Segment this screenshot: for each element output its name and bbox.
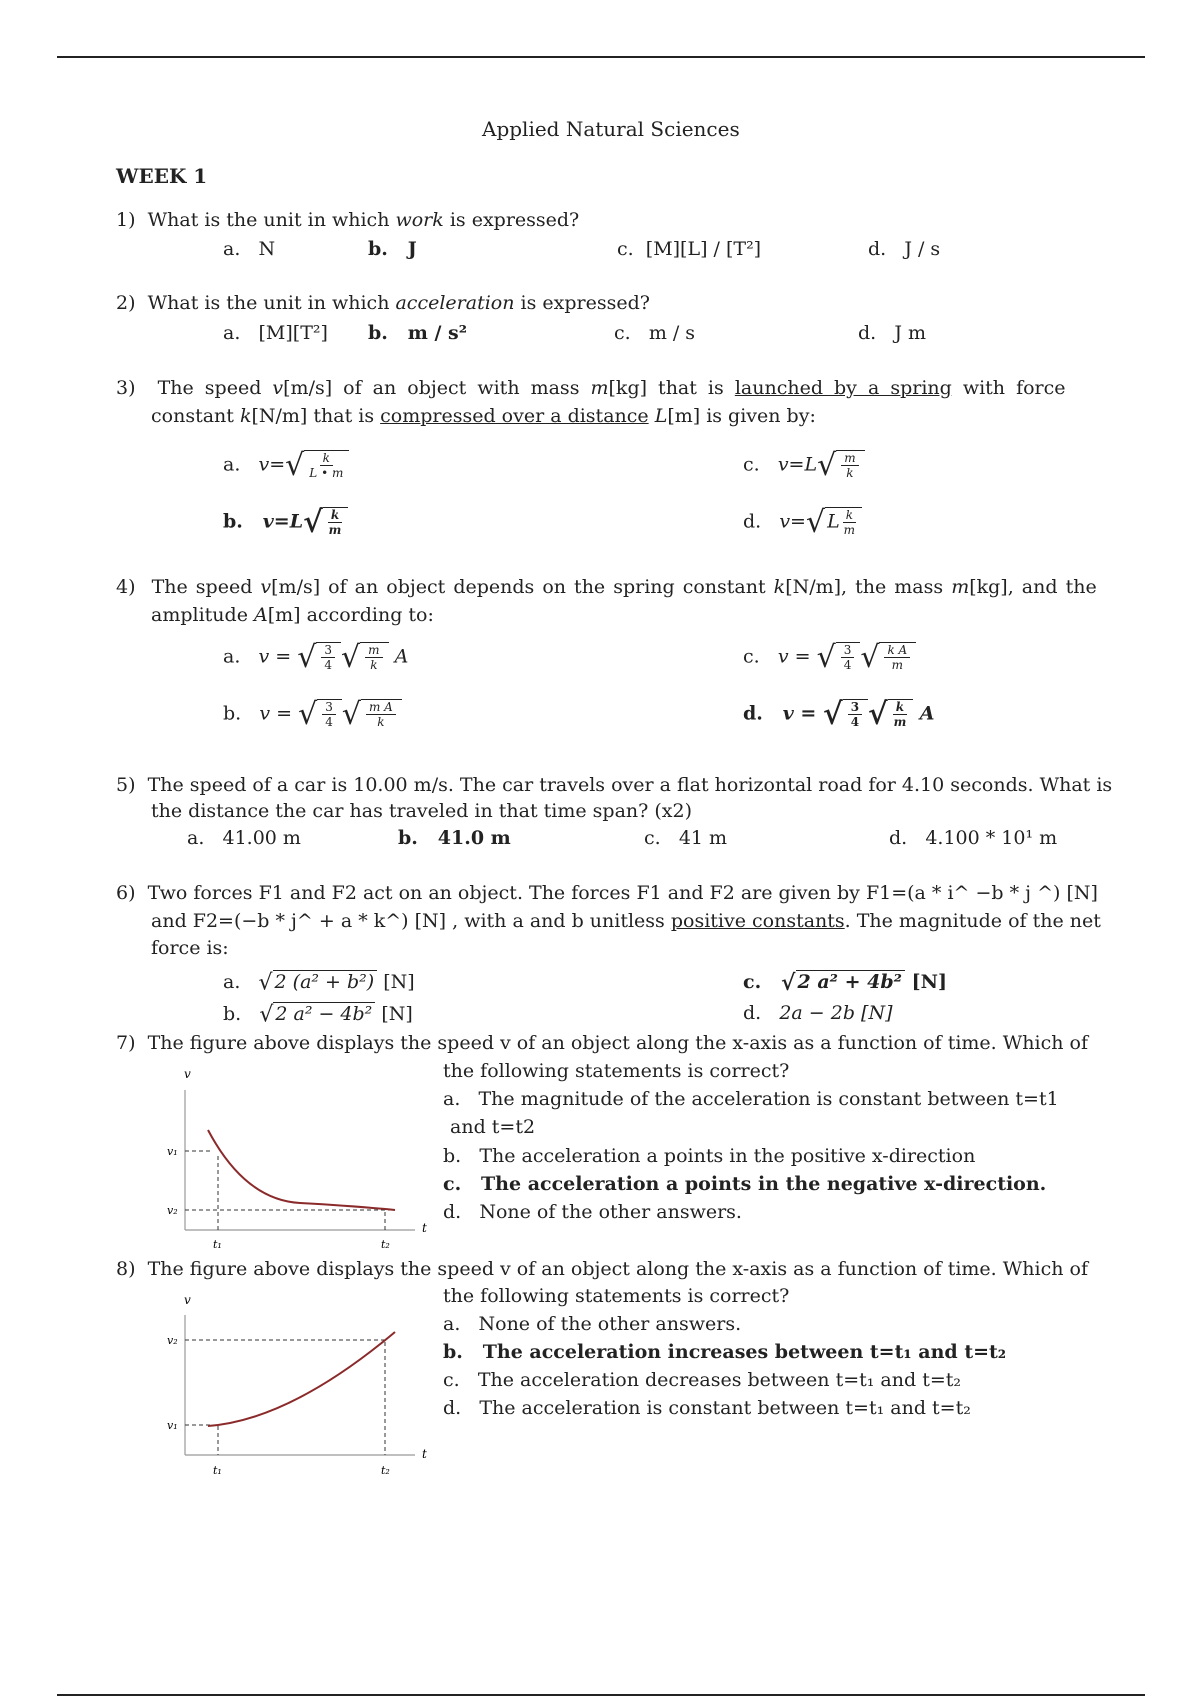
question-number: 2)	[116, 292, 136, 314]
q2-option-a: a. [M][T²]	[223, 322, 328, 344]
q2-option-d: d. J m	[858, 322, 927, 344]
t2-label: t₂	[381, 1238, 390, 1251]
question-1: 1) What is the unit in which work is expressed?	[116, 209, 580, 231]
question-number: 1)	[116, 209, 136, 231]
q4-option-c: c. v = √ $\frac{3}{4}$ √ $\frac{\text{k A}}{m}$	[743, 640, 916, 675]
q5-option-c: c. 41 m	[644, 827, 728, 849]
question-8-line-1: 8) The figure above displays the speed v of an object along the x-axis as a function of time. Which of	[116, 1258, 1088, 1280]
q1-option-a: a. N	[223, 238, 276, 260]
q6-option-d: d. 2a − 2b [N]	[743, 1002, 893, 1024]
y-axis-label: v	[184, 1293, 191, 1307]
question-6-line-2: and F2=(−b * j^ + a * k^) [N] , with a and b unitless positive constants. The magnitude of the net	[151, 910, 1101, 932]
x-axis-label: t	[422, 1447, 427, 1461]
q6-option-b: b. √ 2 a² − 4b² [N]	[223, 1002, 413, 1028]
q8-graph	[150, 1290, 440, 1490]
q1-option-d: d. J / s	[868, 238, 941, 260]
q2-option-b: b. m / s²	[368, 322, 468, 344]
speed-curve	[208, 1130, 395, 1210]
q6-option-a: a. √ 2 (a² + b²) [N]	[223, 970, 415, 996]
v2-label: v₂	[167, 1204, 178, 1217]
q7-option-d: d. None of the other answers.	[443, 1201, 742, 1223]
t2-label: t₂	[381, 1464, 390, 1477]
q8-option-a: a. None of the other answers.	[443, 1313, 742, 1335]
q7-option-c: c. The acceleration a points in the negative x-direction.	[443, 1173, 1047, 1195]
q5-option-d: d. 4.100 * 10¹ m	[889, 827, 1058, 849]
week-heading: WEEK 1	[116, 164, 208, 188]
v1-label: v₁	[167, 1419, 178, 1432]
question-3-line-1: 3) The speed v[m/s] of an object with mass m[kg] that is launched by a spring with force	[116, 377, 1066, 399]
bottom-rule	[57, 1694, 1145, 1696]
v2-label: v₂	[167, 1334, 178, 1347]
q4-option-a: a. v = √ $\frac{3}{4}$ √ $\frac{m}{k}$ A	[223, 640, 409, 675]
q7-option-a-cont: and t=t2	[450, 1116, 536, 1138]
q5-option-a: a. 41.00 m	[187, 827, 301, 849]
q8-option-d: d. The acceleration is constant between t=t₁ and t=t₂	[443, 1397, 971, 1419]
question-5-line-1: 5) The speed of a car is 10.00 m/s. The car travels over a flat horizontal road for 4.10 seconds. What is	[116, 774, 1113, 796]
q7-option-a: a. The magnitude of the acceleration is constant between t=t1	[443, 1088, 1059, 1110]
question-7-line-1: 7) The figure above displays the speed v of an object along the x-axis as a function of time. Which of	[116, 1032, 1088, 1054]
q3-option-d: d. v=√ L $\frac{k}{m}$	[743, 505, 862, 540]
question-3-line-2: constant k[N/m] that is compressed over a distance L[m] is given by:	[151, 405, 816, 427]
q1-option-b: b. J	[368, 238, 417, 260]
question-4-line-2: amplitude A[m] according to:	[151, 604, 434, 626]
x-axis-label: t	[422, 1221, 427, 1235]
top-rule	[57, 56, 1145, 58]
t1-label: t₁	[213, 1238, 222, 1251]
question-6-line-3: force is:	[151, 937, 229, 959]
q4-option-d: d. v = √ $\frac{3}{4}$ √ $\frac{k}{m}$ A	[743, 697, 935, 732]
question-7-line-2: the following statements is correct?	[443, 1060, 790, 1082]
q3-option-a: a. v=√ $\frac{k}{L • m}$	[223, 448, 349, 483]
q8-option-c: c. The acceleration decreases between t=t₁ and t=t₂	[443, 1369, 961, 1391]
question-8-line-2: the following statements is correct?	[443, 1285, 790, 1307]
q4-option-b: b. v = √ $\frac{3}{4}$ √ $\frac{\text{m A}}{k}$	[223, 697, 402, 732]
y-axis-label: v	[184, 1067, 191, 1081]
q1-option-c: c. [M][L] / [T²]	[617, 238, 762, 260]
q3-option-c: c. v=L√ $\frac{m}{k}$	[743, 448, 865, 483]
question-5-line-2: the distance the car has traveled in that time span? (x2)	[151, 800, 692, 822]
q3-option-b: b. v=L√ $\frac{k}{m}$	[223, 505, 348, 540]
q7-graph	[150, 1060, 440, 1260]
q6-option-c: c. √ 2 a² + 4b² [N]	[743, 970, 947, 996]
question-6-line-1: 6) Two forces F1 and F2 act on an object. The forces F1 and F2 are given by F1=(a * i^ −b * j ^) [N]	[116, 882, 1098, 904]
document-title: Applied Natural Sciences	[482, 117, 740, 141]
q8-option-b: b. The acceleration increases between t=t₁ and t=t₂	[443, 1341, 1007, 1363]
v1-label: v₁	[167, 1145, 178, 1158]
t1-label: t₁	[213, 1464, 222, 1477]
speed-curve	[208, 1332, 395, 1426]
q2-option-c: c. m / s	[614, 322, 696, 344]
q7-option-b: b. The acceleration a points in the positive x-direction	[443, 1145, 976, 1167]
question-4-line-1: 4) The speed v[m/s] of an object depends on the spring constant k[N/m], the mass m[kg], and the	[116, 576, 1097, 598]
q5-option-b: b. 41.0 m	[398, 827, 511, 849]
question-2: 2) What is the unit in which acceleration is expressed?	[116, 292, 650, 314]
